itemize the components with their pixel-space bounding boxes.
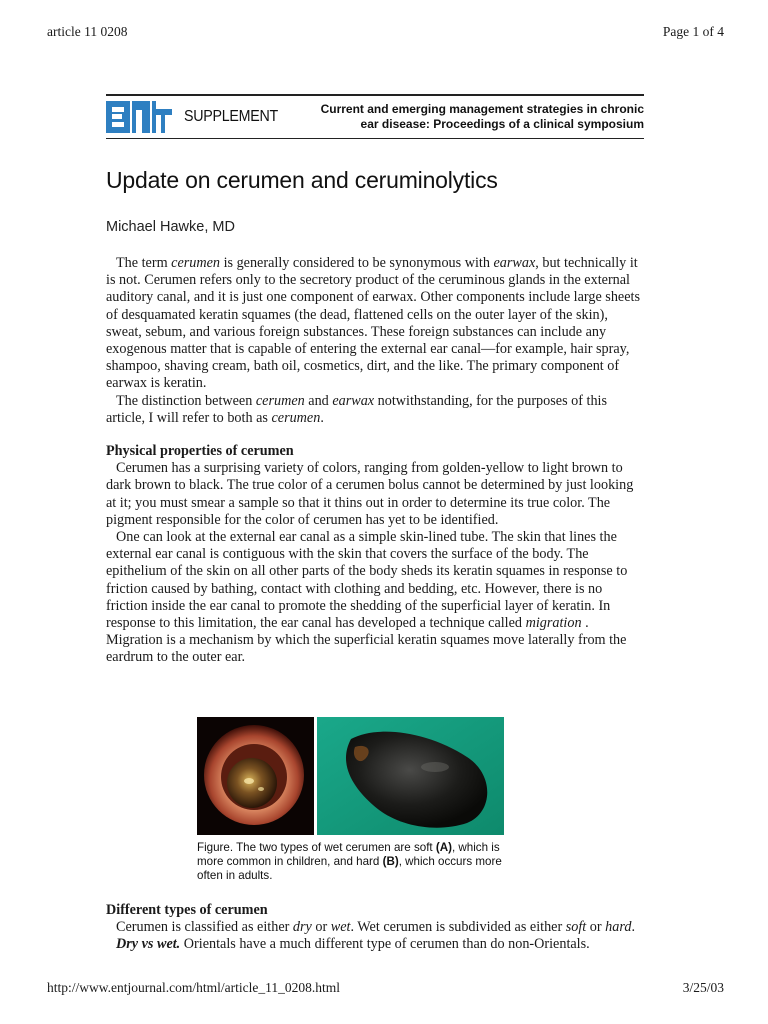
section-heading: Physical properties of cerumen xyxy=(106,443,294,459)
physical-properties-section xyxy=(106,443,646,667)
paragraph: Dry vs wet. Orientals have a much different type of cerumen than do non-Orientals. xyxy=(116,936,590,953)
page-number: Page 1 of 4 xyxy=(662,24,724,39)
soft-cerumen-photo xyxy=(197,717,314,835)
doc-id: article 11 0208 xyxy=(47,24,128,39)
symposium-title-line1: Current and emerging management strategies in chronic xyxy=(320,102,644,116)
cerumen-types-section xyxy=(106,902,646,954)
print-date: 3/25/03 xyxy=(682,980,724,995)
supplement-label: SUPPLEMENT xyxy=(184,108,278,125)
ent-logo-icon xyxy=(106,101,172,133)
article-title: Update on cerumen and ceruminolytics xyxy=(106,167,498,193)
section-heading: Different types of cerumen xyxy=(106,902,268,918)
intro-section xyxy=(106,255,646,427)
page-footer xyxy=(47,980,724,996)
page-header xyxy=(47,24,724,40)
figure xyxy=(197,717,504,884)
paragraph: The term cerumen is generally considered to be synonymous with earwax, but technically it is not. Cerumen refers only to the secretory product of the ceruminous glands in the external auditory canal, and it is just one component of earwax. Other components include large sheets of desquamated keratin squames (the dead, flattened cells on the outer layer of the skin), sweat, sebum, and various foreign substances. These foreign substances can include any exogenous matter that is capable of entering the external ear canal—for example, hair spray, shampoo, shaving cream, bath oil, cosmetics, dirt, and the like. The primary component of earwax is keratin. xyxy=(106,255,640,392)
paragraph: Cerumen is classified as either dry or wet. Wet cerumen is subdivided as either soft or hard. xyxy=(116,919,635,936)
symposium-title-line2: ear disease: Proceedings of a clinical symposium xyxy=(360,117,644,131)
figure-photos xyxy=(197,717,504,835)
figure-caption: Figure. The two types of wet cerumen are soft (A), which is more common in children, and hard (B), which occurs more often in adults. xyxy=(197,841,502,883)
hard-cerumen-photo xyxy=(317,717,504,835)
author-name: Michael Hawke, MD xyxy=(106,219,235,235)
symposium-title xyxy=(321,102,644,132)
supplement-banner xyxy=(106,94,644,139)
source-url: http://www.entjournal.com/html/article_11_0208.html xyxy=(47,980,340,995)
paragraph: The distinction between cerumen and earwax notwithstanding, for the purposes of this article, I will refer to both as cerumen. xyxy=(106,392,607,426)
paragraph: Cerumen has a surprising variety of colors, ranging from golden-yellow to light brown to dark brown to black. The true color of a cerumen bolus cannot be determined by just looking at it; you must smear a sample so that it thins out in order to determine its true color. The pigment responsible for the color of cerumen has yet to be identified. xyxy=(106,460,634,528)
paragraph: One can look at the external ear canal as a simple skin-lined tube. The skin that lines the external ear canal is contiguous with the skin that covers the surface of the body. The epithelium of the skin on all other parts of the body sheds its keratin squames in response to friction caused by bathing, contact with clothing and bedding, etc. However, there is no friction inside the ear canal to promote the shedding of the superficial layer of keratin. In response to this limitation, the ear canal has developed a technique called migration . Migration is a mechanism by which the superficial keratin squames move laterally from the eardrum to the outer ear. xyxy=(106,529,628,666)
